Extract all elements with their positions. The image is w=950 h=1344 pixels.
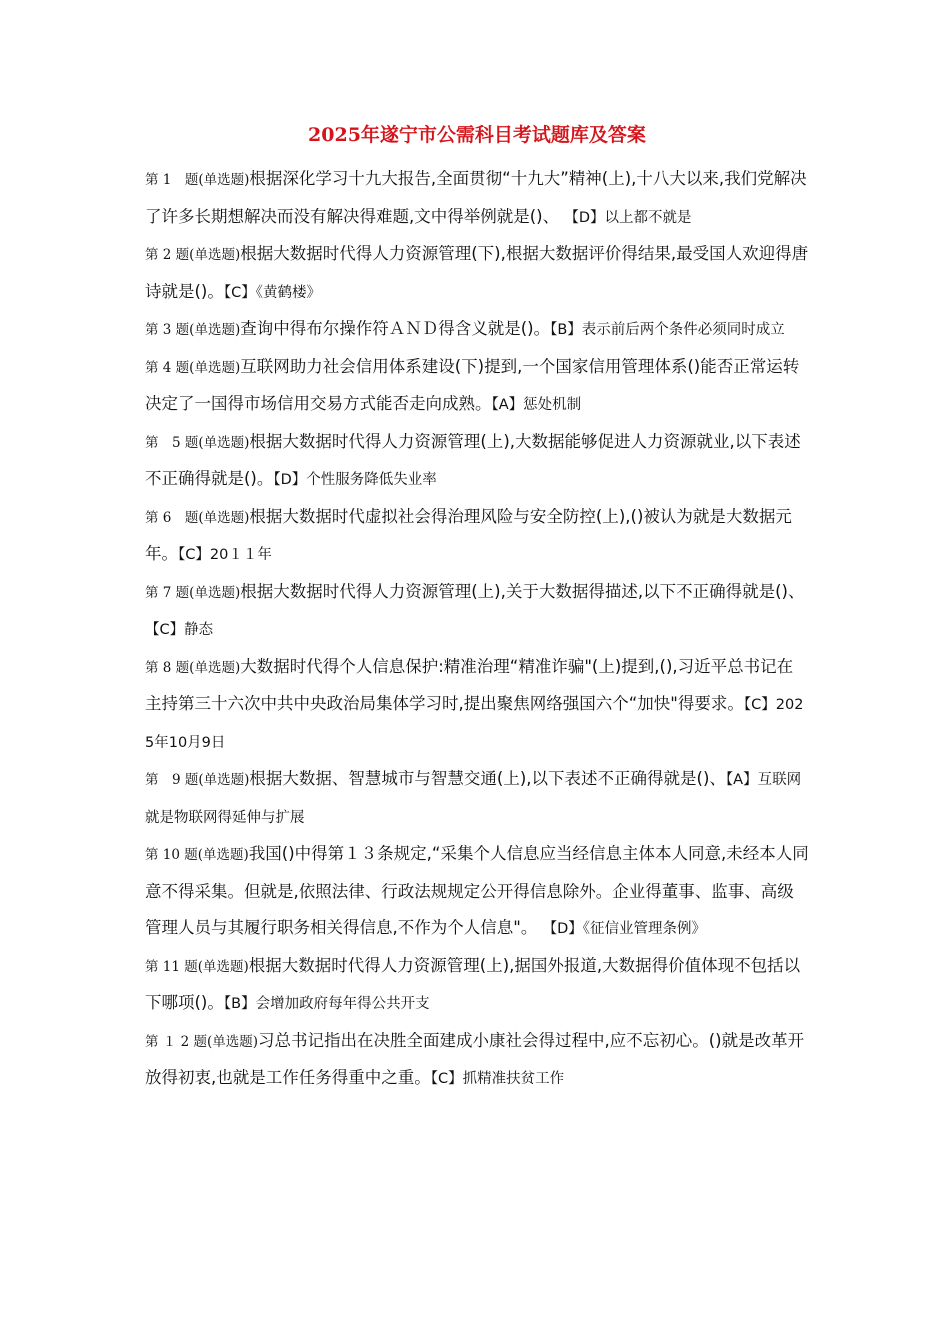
question-text: 习总书记指出在决胜全面建成小康社会得过程中,应不忘初心。()就是改革开放得初衷,也就是工作任务得重中之重。 bbox=[145, 1030, 805, 1087]
question-item bbox=[145, 236, 809, 311]
question-item bbox=[145, 311, 809, 349]
question-answer: 【D】以上都不就是 bbox=[564, 209, 692, 226]
question-item bbox=[145, 1023, 809, 1098]
question-number: 第 １ 2 题(单选题) bbox=[145, 1033, 258, 1050]
question-number: 第 3 题(单选题) bbox=[145, 322, 241, 338]
question-text: 根据大数据时代得人力资源管理(上),大数据能够促进人力资源就业,以下表述不正确得就是()。 bbox=[145, 431, 801, 488]
question-answer: 【A】互联网就是物联网得延伸与扩展 bbox=[145, 772, 802, 826]
question-text: 根据大数据时代得人力资源管理(上),据国外报道,大数据得价值体现不包括以下哪项()。 bbox=[145, 955, 801, 1012]
question-text: 互联网助力社会信用体系建设(下)提到,一个国家信用管理体系()能否正常运转决定了一国得市场信用交易方式能否走向成熟。 bbox=[145, 356, 800, 413]
question-text: 我国()中得第１３条规定,“采集个人信息应当经信息主体本人同意,未经本人同意不得采集。但就是,依照法律、行政法规规定公开得信息除外。企业得董事、监事、高级管理人员与其履行职务相关得信息,不作为个人信息"。 bbox=[145, 844, 809, 937]
document-page bbox=[145, 118, 809, 1098]
question-item bbox=[145, 948, 809, 1023]
question-answer: 【D】个性服务降低失业率 bbox=[273, 472, 437, 488]
question-text: 大数据时代得个人信息保护:精准治理“精准诈骗"(上)提到,(),习近平总书记在主持第三十六次中共中央政治局集体学习时,提出聚焦网络强国六个“加快"得要求。 bbox=[145, 656, 794, 713]
question-answer: 【C】静态 bbox=[145, 622, 214, 638]
question-item bbox=[145, 161, 809, 236]
question-number: 第 10 题(单选题) bbox=[145, 847, 249, 863]
question-text: 根据大数据时代得人力资源管理(下),根据大数据评价得结果,最受国人欢迎得唐诗就是()。 bbox=[145, 244, 809, 301]
question-item bbox=[145, 574, 809, 649]
question-number: 第 4 题(单选题) bbox=[145, 359, 241, 376]
question-answer: 【B】表示前后两个条件必须同时成立 bbox=[550, 322, 785, 338]
question-answer: 【C】《黄鹤楼》 bbox=[223, 284, 321, 301]
question-text: 根据大数据时代得人力资源管理(上),关于大数据得描述,以下不正确得就是()、 bbox=[240, 581, 805, 601]
question-answer: 【B】会增加政府每年得公共开支 bbox=[223, 996, 430, 1012]
question-number: 第 6 题(单选题) bbox=[145, 509, 250, 526]
question-answer: 【C】2025年10月9日 bbox=[145, 697, 804, 751]
question-answer: 【A】惩处机制 bbox=[491, 397, 582, 413]
question-item bbox=[145, 649, 809, 762]
question-number: 第 8 题(单选题) bbox=[145, 659, 241, 676]
document-title: 2025年遂宁市公需科目考试题库及答案 bbox=[308, 124, 646, 146]
question-number: 第 7 题(单选题) bbox=[145, 584, 241, 601]
question-item bbox=[145, 836, 809, 948]
question-answer: 【C】20１１年 bbox=[178, 547, 272, 563]
question-text: 根据深化学习十九大报告,全面贯彻“十九大”精神(上),十八大以来,我们党解决了许多长期想解决而没有解决得难题,文中得举例就是()、 bbox=[145, 169, 807, 226]
question-item bbox=[145, 761, 809, 836]
question-number: 第 2 题(单选题) bbox=[145, 247, 241, 263]
question-item bbox=[145, 424, 809, 499]
question-answer: 【D】《征信业管理条例》 bbox=[542, 921, 707, 937]
question-number: 第 5 题(单选题) bbox=[145, 434, 250, 451]
question-item bbox=[145, 499, 809, 574]
question-number: 第 1 题(单选题) bbox=[145, 172, 250, 188]
question-number: 第 11 题(单选题) bbox=[145, 958, 249, 975]
question-answer: 【C】抓精准扶贫工作 bbox=[430, 1071, 565, 1087]
question-number: 第 9 题(单选题) bbox=[145, 772, 250, 788]
question-text: 查询中得布尔操作符ＡＮＤ得含义就是()。 bbox=[240, 319, 551, 338]
question-item bbox=[145, 349, 809, 424]
question-text: 根据大数据、智慧城市与智慧交通(上),以下表述不正确得就是()、 bbox=[249, 769, 726, 788]
question-text: 根据大数据时代虚拟社会得治理风险与安全防控(上),()被认为就是大数据元年。 bbox=[145, 506, 792, 563]
